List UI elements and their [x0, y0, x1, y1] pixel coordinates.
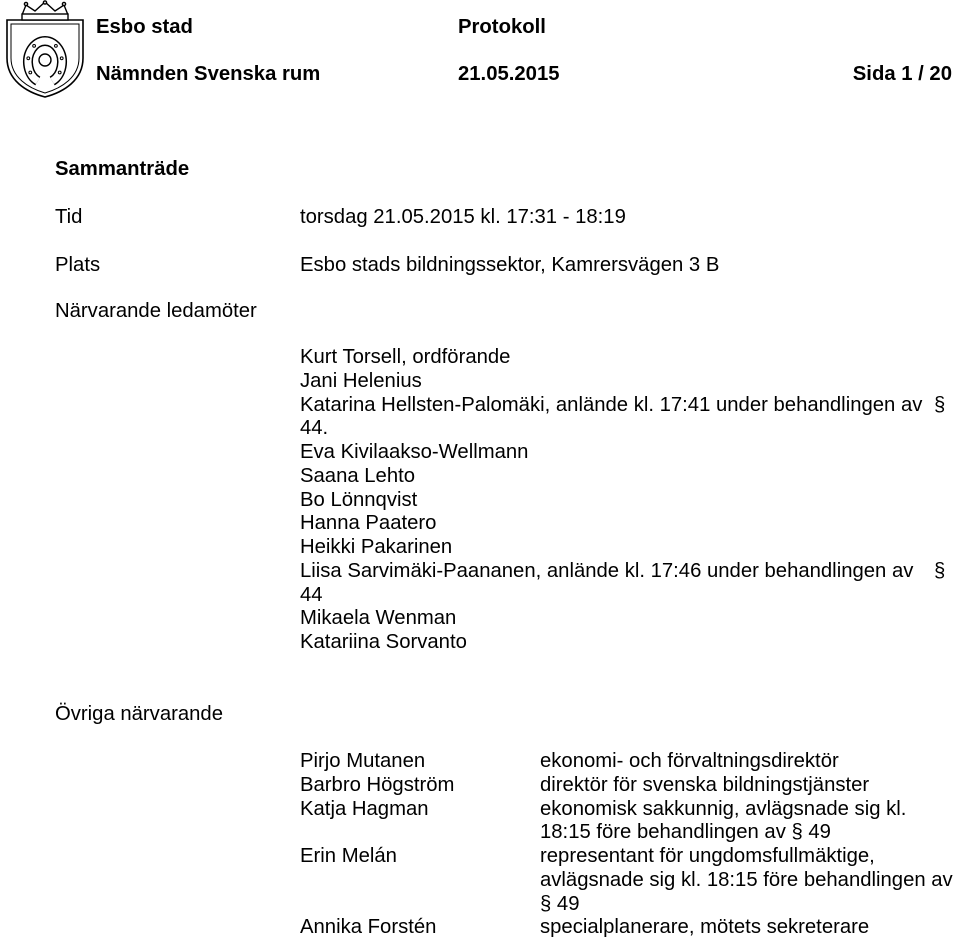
- list-item: [300, 393, 946, 418]
- list-item: [300, 512, 922, 536]
- person-role: [540, 916, 869, 940]
- members-label: Närvarande ledamöter: [55, 300, 257, 322]
- list-item: [300, 536, 922, 560]
- person-role-line: representant för ungdomsfullmäktige,: [540, 845, 875, 867]
- member-text: Jani Helenius: [300, 369, 422, 392]
- member-text: Mikaela Wenman: [300, 607, 457, 630]
- page-number: Sida 1 / 20: [852, 63, 952, 85]
- list-item: [300, 798, 960, 846]
- coat-of-arms-logo: [2, 0, 88, 98]
- person-name: Annika Forstén: [300, 916, 437, 939]
- place-label: Plats: [55, 254, 101, 276]
- list-item: [300, 845, 960, 916]
- person-role: [540, 798, 906, 846]
- list-item: [300, 916, 960, 940]
- document-type: Protokoll: [458, 16, 546, 38]
- member-text: Eva Kivilaakso-Wellmann: [300, 441, 529, 463]
- organization-name: Esbo stad: [96, 16, 193, 38]
- time-label: Tid: [55, 206, 83, 228]
- member-text: Hanna Paatero: [300, 512, 437, 535]
- member-text: Saana Lehto: [300, 464, 416, 487]
- list-item: [300, 370, 922, 394]
- list-item: [300, 346, 922, 370]
- person-role-line: specialplanerare, mötets sekreterare: [540, 916, 870, 939]
- list-item: [300, 559, 946, 584]
- shield-icon: [7, 20, 83, 97]
- body-name: Nämnden Svenska rum: [96, 63, 321, 85]
- person-role: [540, 750, 839, 774]
- person-role: [540, 774, 869, 798]
- horseshoe-icon: [27, 41, 63, 81]
- person-role-line: avlägsnade sig kl. 18:15 före behandlingen av: [540, 868, 953, 891]
- list-item: [300, 465, 922, 489]
- person-name: Erin Melán: [300, 845, 397, 867]
- person-role-line: ekonomi- och förvaltningsdirektör: [540, 750, 839, 772]
- list-item: [300, 774, 960, 798]
- members-list: [300, 346, 946, 655]
- list-item: [300, 441, 922, 465]
- member-text: Heikki Pakarinen: [300, 536, 453, 558]
- person-role-line: 18:15 före behandlingen av § 49: [540, 821, 831, 844]
- person-name: Katja Hagman: [300, 797, 429, 820]
- member-text: Bo Lönnqvist: [300, 488, 418, 511]
- list-item: [300, 631, 922, 655]
- member-text: 44.: [300, 417, 329, 440]
- time-value: torsdag 21.05.2015 kl. 17:31 - 18:19: [300, 206, 626, 228]
- list-item: [300, 607, 922, 631]
- list-item: [300, 750, 960, 774]
- person-role-line: § 49: [540, 892, 580, 915]
- crown-icon: [22, 1, 68, 20]
- person-role-line: ekonomisk sakkunnig, avlägsnade sig kl.: [540, 797, 907, 820]
- member-text: Kurt Torsell, ordförande: [300, 346, 511, 368]
- section-heading: Sammanträde: [55, 158, 190, 180]
- member-text: 44: [300, 583, 323, 606]
- member-text: Liisa Sarvimäki-Paananen, anlände kl. 17:46 under behandlingen av: [300, 559, 914, 582]
- place-value: Esbo stads bildningssektor, Kamrersvägen 3 B: [300, 254, 720, 276]
- others-list: [300, 750, 960, 940]
- list-item: [300, 489, 922, 513]
- coat-of-arms-icon: [2, 0, 88, 98]
- list-item: [300, 417, 922, 441]
- person-name: Barbro Högström: [300, 773, 455, 796]
- member-text: Katarina Hellsten-Palomäki, anlände kl. 17:41 under behandlingen av: [300, 393, 923, 416]
- document-date: 21.05.2015: [458, 63, 560, 85]
- paragraph-sign: §: [934, 393, 946, 416]
- person-role-line: direktör för svenska bildningstjänster: [540, 773, 870, 796]
- person-role: [540, 845, 953, 916]
- others-label: Övriga närvarande: [55, 703, 223, 725]
- member-text: Katariina Sorvanto: [300, 631, 467, 653]
- person-name: Pirjo Mutanen: [300, 750, 426, 772]
- paragraph-sign: §: [934, 559, 946, 582]
- list-item: [300, 584, 922, 608]
